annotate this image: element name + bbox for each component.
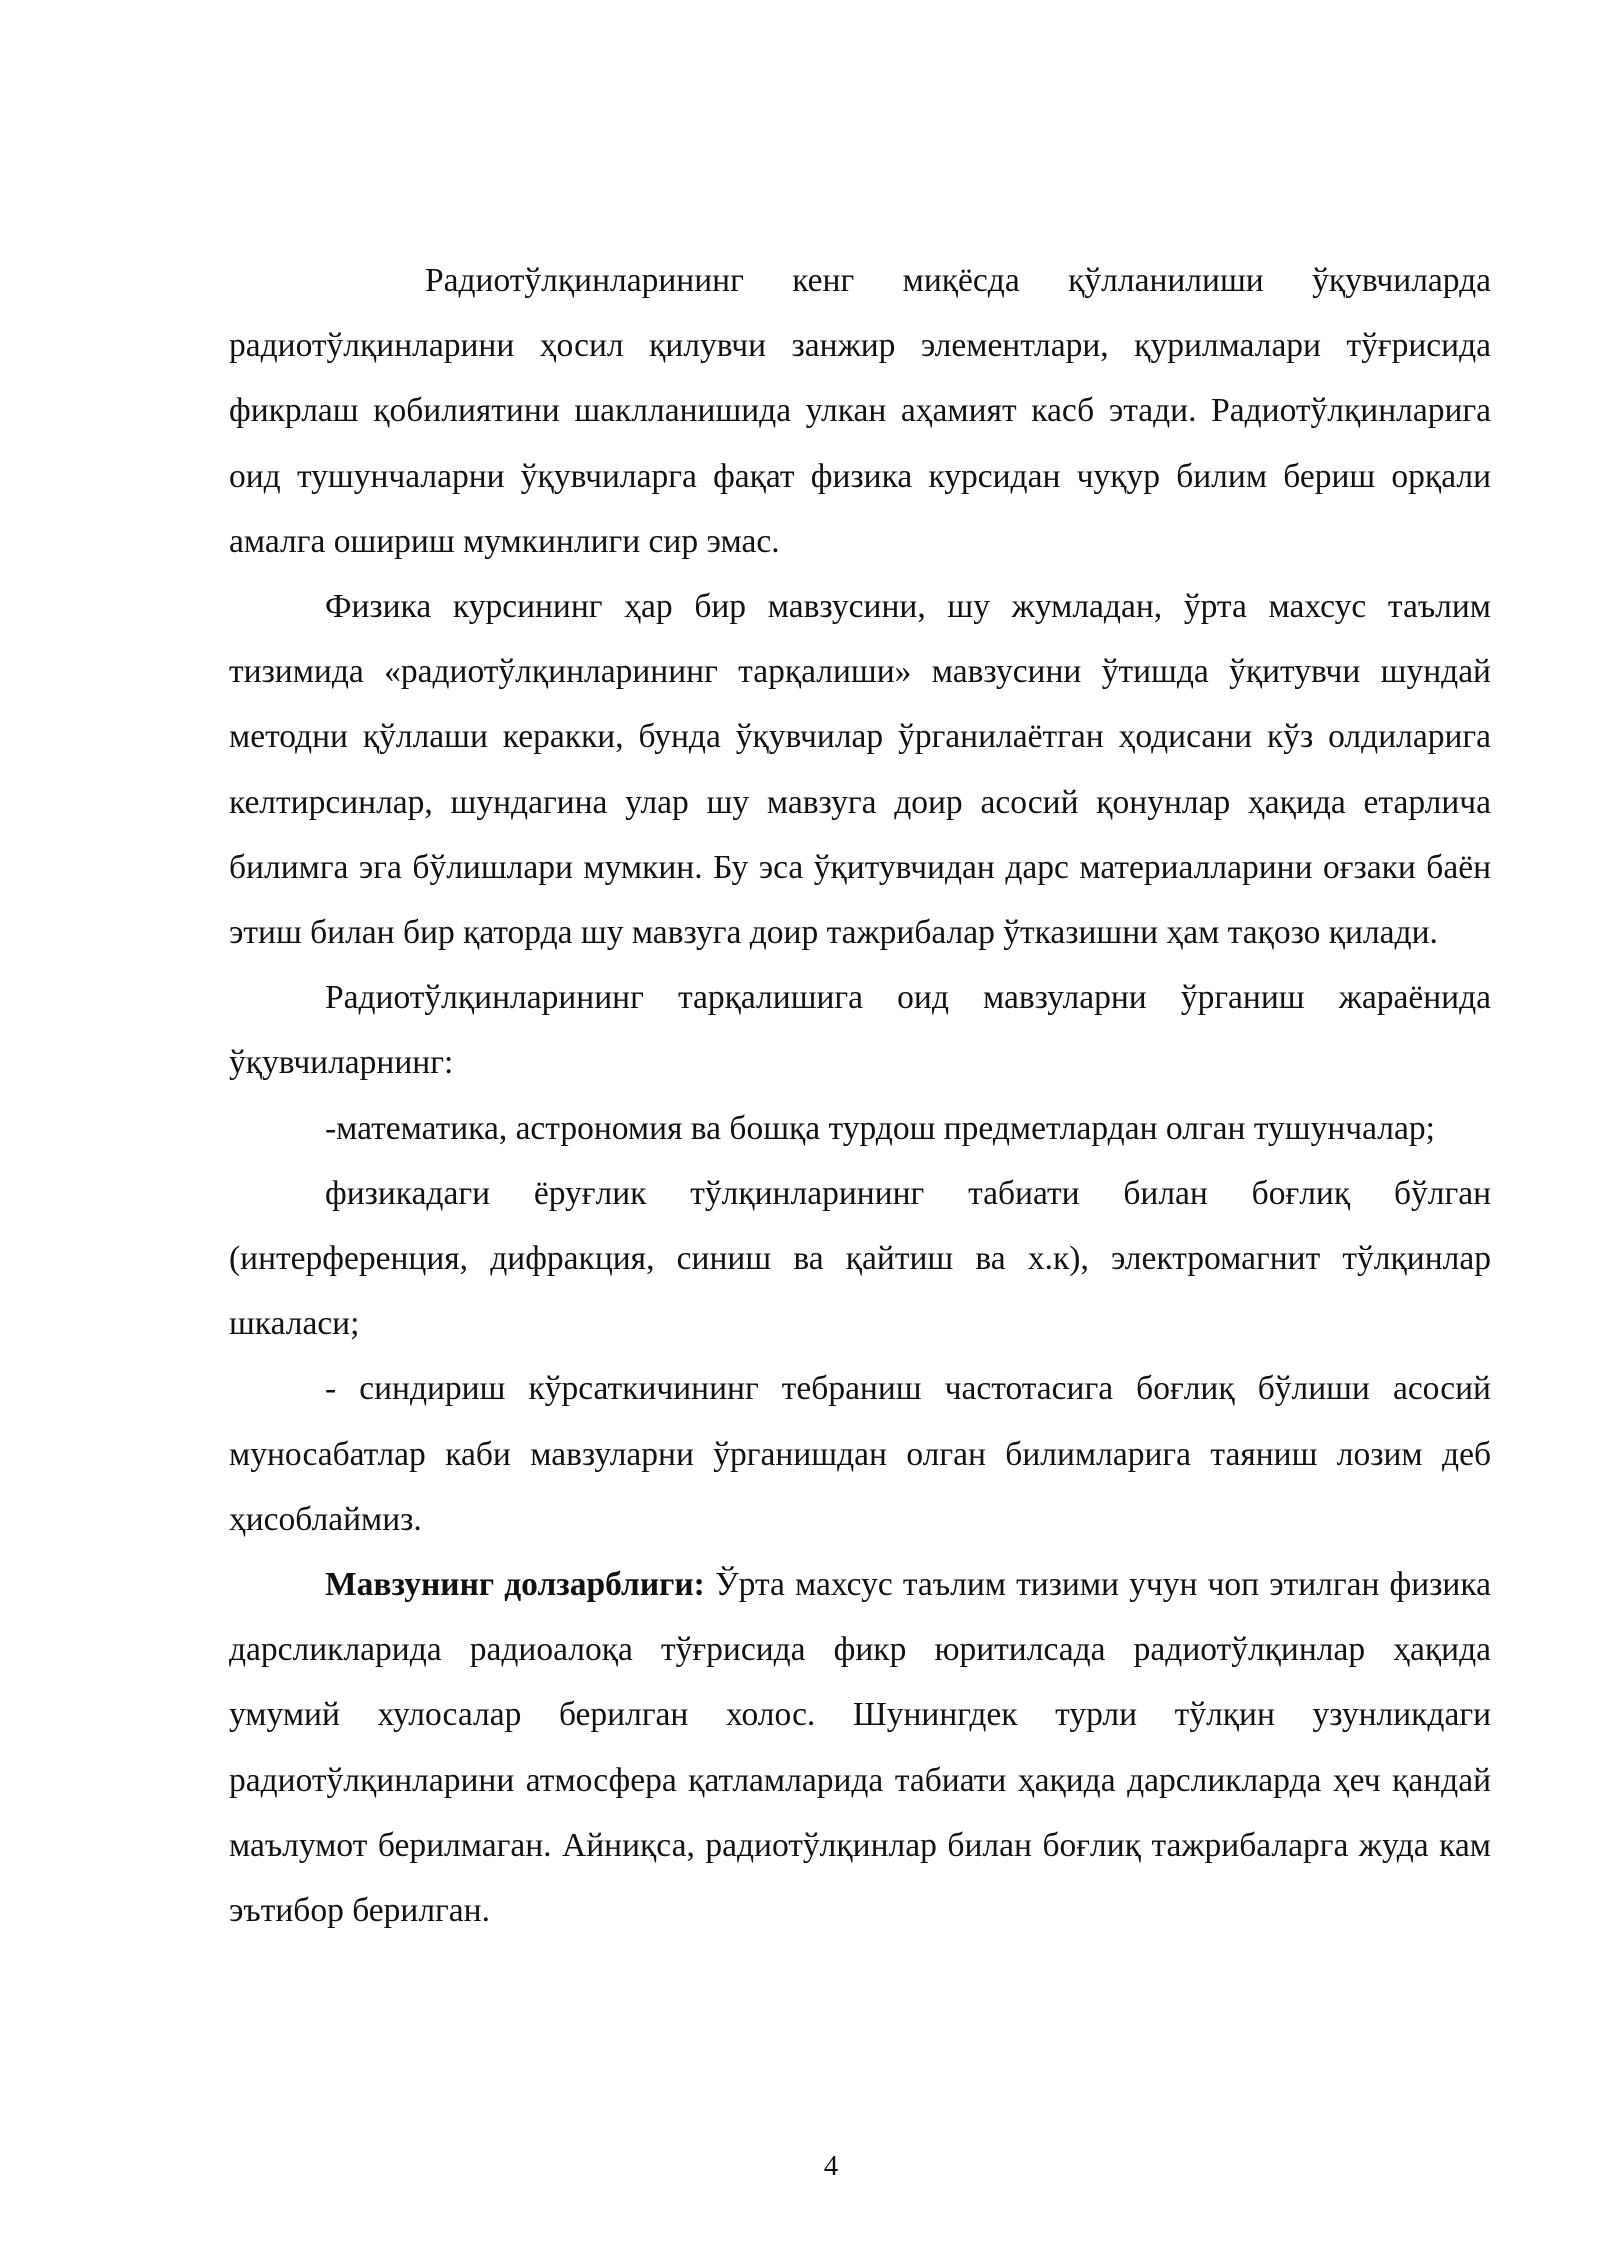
list-item-math: -математика, астрономия ва бошқа турдош предметлардан олган тушунчалар; [325,1109,1435,1147]
relevance-text: Ўрта махсус таълим тизими учун чоп этилган физика дарсликларида радиоалоқа тўғрисида фикр юритилсада радиотўлқинлар ҳақида умумий хулосалар берилган холос. Шунингдек турли тўлқин узунликдаги радиотўлқинларини атмосфера қатламларида табиати ҳақида дарсликларда ҳеч қандай маълумот берилмаган. Айниқса, радиотўлқинлар билан боғлиқ тажрибаларга жуда кам эътибор берилган. [229,1566,1491,1930]
paragraph-intro: Радиотўлқинларининг кенг миқёсда қўлланилиши ўқувчиларда радиотўлқинларини ҳосил қилувчи занжир элементлари, қурилмалари тўғрисида фикрлаш қобилиятини шаклланишида улкан аҳамият касб этади. Радиотўлқинларига оид тушунчаларни ўқувчиларга фақат физика курсидан чуқур билим бериш орқали амалга ошириш мумкинлиги сир эмас. [229,262,1491,560]
list-item-refraction: - синдириш кўрсаткичининг тебраниш частотасига боғлиқ бўлиши асосий муносабатлар каби мавзуларни ўрганишдан олган билимларига таяниш лозим деб ҳисоблаймиз. [229,1370,1491,1538]
paragraph-method: Физика курсининг ҳар бир мавзусини, шу жумладан, ўрта махсус таълим тизимида «радиотўлқинларининг тарқалиши» мавзусини ўтишда ўқитувчи шундай методни қўллаши керакки, бунда ўқувчилар ўрганилаётган ҳодисани кўз олдиларига келтирсинлар, шундагина улар шу мавзуга доир асосий қонунлар ҳақида етарлича билимга эга бўлишлари мумкин. Бу эса ўқитувчидан дарс материалларини оғзаки баён этиш билан бир қаторда шу мавзуга доир тажрибалар ўтказишни ҳам тақозо қилади. [229,588,1491,952]
paragraph-students-knowledge: Радиотўлқинларининг тарқалишига оид мавзуларни ўрганиш жараёнида ўқувчиларнинг: [229,979,1491,1082]
document-body [229,248,1491,1943]
relevance-heading: Мавзунинг долзарблиги: [325,1566,705,1604]
page-number: 4 [823,2150,839,2182]
list-item-light-waves: физикадаги ёруғлик тўлқинларининг табиати билан боғлиқ бўлган (интерференция, дифракция, синиш ва қайтиш ва х.к), электромагнит тўлқинлар шкаласи; [229,1174,1491,1343]
paragraph-relevance [229,1552,1491,1943]
